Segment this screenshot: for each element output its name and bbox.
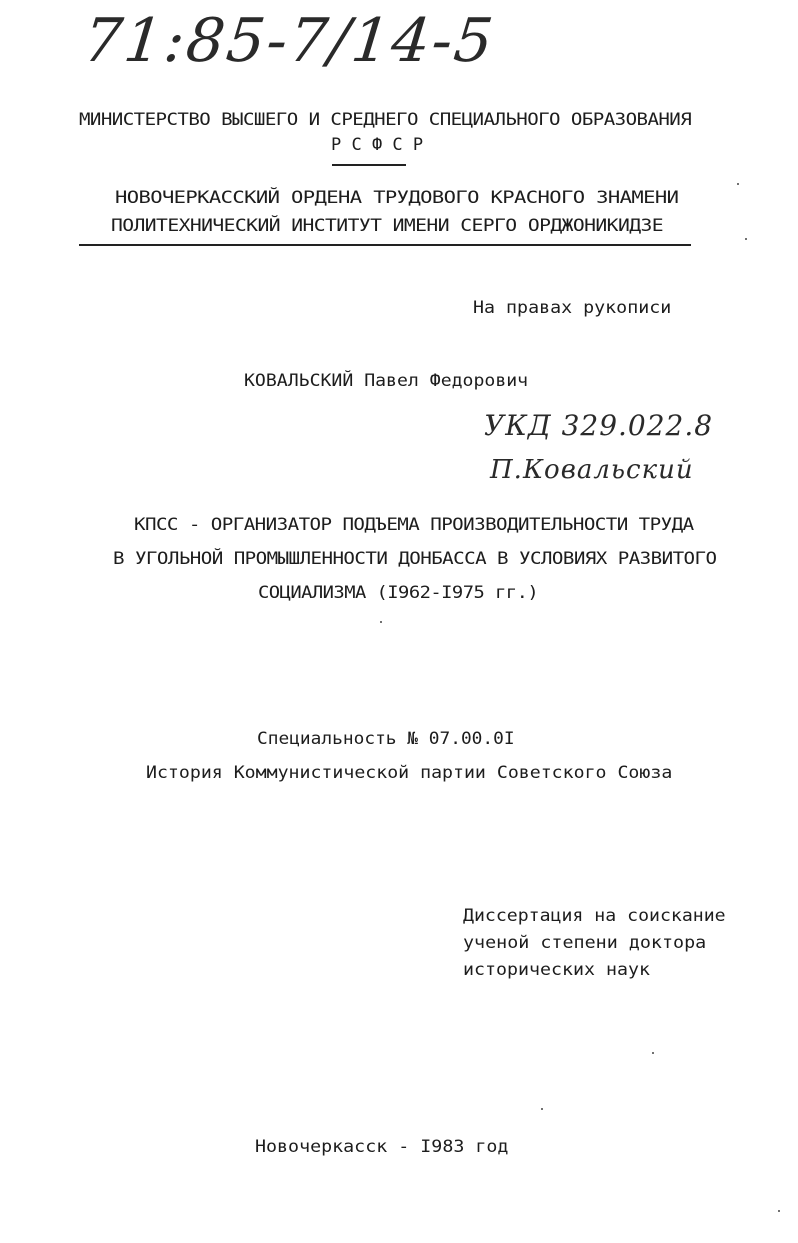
specialty-name: История Коммунистической партии Советского Союза <box>146 763 673 783</box>
specialty-code: Специальность № 07.00.0I <box>257 729 515 749</box>
paper-speck <box>737 183 739 185</box>
institute-line-2: ПОЛИТЕХНИЧЕСКИЙ ИНСТИТУТ ИМЕНИ СЕРГО ОРДЖОНИКИДЗЕ <box>111 216 664 236</box>
title-line-2: В УГОЛЬНОЙ ПРОМЫШЛЕННОСТИ ДОНБАССА В УСЛОВИЯХ РАЗВИТОГО <box>113 549 717 569</box>
paper-speck <box>745 238 747 240</box>
dissertation-line-2: ученой степени доктора <box>463 933 707 953</box>
author-name: КОВАЛЬСКИЙ Павел Федорович <box>244 371 529 391</box>
republic-heading: Р С Ф С Р <box>331 135 424 155</box>
manuscript-note: На правах рукописи <box>473 298 672 318</box>
republic-underline <box>332 164 406 166</box>
handwritten-signature: П.Ковальский <box>490 455 694 485</box>
title-line-3: СОЦИАЛИЗМА (I962-I975 гг.) <box>258 583 539 603</box>
paper-speck <box>380 621 382 623</box>
dissertation-line-3: исторических наук <box>463 960 650 980</box>
institute-line-1: НОВОЧЕРКАССКИЙ ОРДЕНА ТРУДОВОГО КРАСНОГО ЗНАМЕНИ <box>115 188 679 208</box>
paper-speck <box>778 1210 780 1212</box>
header-divider <box>79 244 691 246</box>
dissertation-line-1: Диссертация на соискание <box>463 906 726 926</box>
title-line-1: КПСС - ОРГАНИЗАТОР ПОДЪЕМА ПРОИЗВОДИТЕЛЬНОСТИ ТРУДА <box>134 515 694 535</box>
handwritten-catalog-number: 71:85-7/14-5 <box>80 6 499 76</box>
paper-speck <box>541 1108 543 1110</box>
handwritten-udk: УКД 329.022.8 <box>484 409 714 442</box>
city-year: Новочеркасск - I983 год <box>255 1137 509 1157</box>
paper-speck <box>652 1052 654 1054</box>
ministry-heading: МИНИСТЕРСТВО ВЫСШЕГО И СРЕДНЕГО СПЕЦИАЛЬНОГО ОБРАЗОВАНИЯ <box>79 110 692 130</box>
